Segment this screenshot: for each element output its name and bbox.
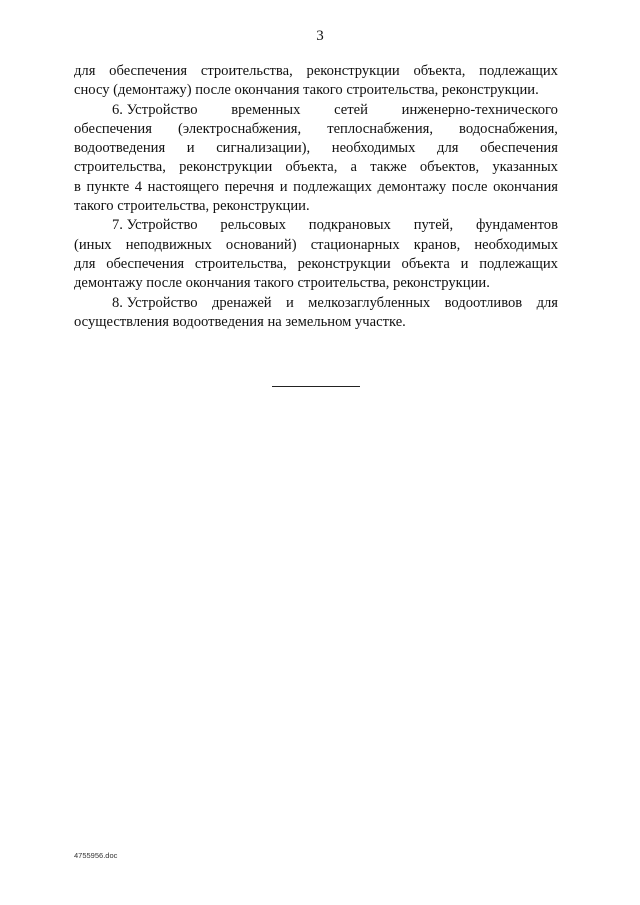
word: инженерно-технического	[401, 101, 558, 118]
word: объектов,	[419, 159, 480, 176]
paragraph-3-line-2	[74, 236, 558, 255]
word: для	[536, 294, 558, 311]
word: объекта,	[285, 159, 338, 176]
word: для	[74, 63, 96, 79]
word: реконструкции	[179, 159, 273, 176]
paragraph-3-line-1	[74, 216, 558, 235]
word: фундаментов	[475, 217, 558, 234]
word: демонтажу	[377, 178, 447, 195]
word: и	[279, 178, 288, 195]
word: объекта,	[413, 63, 466, 79]
text-run: сносу (демонтажу) после окончания такого строительства, реконструкции.	[74, 82, 539, 99]
separator-line	[272, 386, 360, 387]
word: рельсовых	[220, 217, 286, 234]
word: водоснабжения,	[459, 120, 558, 137]
word: и	[186, 140, 195, 157]
word: неподвижных	[125, 236, 212, 253]
word: подлежащих	[293, 178, 372, 195]
word: дренажей	[211, 294, 272, 311]
word: и	[285, 294, 294, 311]
word: сигнализации),	[216, 140, 311, 157]
word: стационарных	[310, 236, 400, 253]
word: реконструкции	[297, 255, 391, 272]
paragraph-2-line-5	[74, 178, 558, 197]
text-run: такого строительства, реконструкции.	[74, 198, 310, 215]
word: необходимых	[331, 140, 416, 157]
word: обеспечения	[109, 63, 188, 79]
paragraph-3-line-3	[74, 255, 558, 274]
paragraph-4-line-2	[74, 313, 558, 332]
word: реконструкции	[306, 63, 400, 79]
word: объекта	[401, 255, 450, 272]
word: необходимых	[474, 236, 558, 253]
word: окончания	[493, 178, 558, 195]
word: также	[370, 159, 407, 176]
word: для	[437, 140, 459, 157]
paragraph-1-line-1	[74, 62, 558, 81]
word: для	[74, 255, 96, 272]
word: пункте	[86, 178, 130, 195]
word: перечня	[224, 178, 275, 195]
word: водоотведения	[74, 140, 166, 157]
paragraph-4-line-1	[74, 294, 558, 313]
word: 7. Устройство	[112, 217, 198, 234]
paragraph-2-line-6	[74, 197, 558, 216]
text-run: осуществления водоотведения на земельном участке.	[74, 313, 406, 330]
page-number: 3	[316, 28, 324, 44]
word: кранов,	[413, 236, 461, 253]
word: в	[74, 178, 81, 195]
word: подкрановых	[308, 217, 391, 234]
word: (иных	[74, 236, 112, 253]
word: мелкозаглубленных	[308, 294, 431, 311]
paragraph-2-line-3	[74, 139, 558, 158]
document-body	[74, 62, 558, 332]
word: и	[460, 255, 469, 272]
paragraph-3-line-4	[74, 274, 558, 293]
word: обеспечения	[74, 120, 152, 137]
word: (электроснабжения,	[177, 120, 302, 137]
word: строительства,	[200, 63, 293, 79]
word: 6. Устройство	[112, 101, 198, 118]
word: сетей	[334, 101, 368, 118]
paragraph-2-line-2	[74, 120, 558, 139]
file-reference: 4755956.doc	[74, 851, 118, 860]
word: строительства,	[194, 255, 287, 272]
word: оснований)	[225, 236, 297, 253]
word: указанных	[492, 159, 558, 176]
word: а	[350, 159, 358, 176]
paragraph-2-line-4	[74, 158, 558, 177]
word: путей,	[413, 217, 454, 234]
word: подлежащих	[479, 255, 558, 272]
word: 8. Устройство	[112, 294, 198, 311]
word: настоящего	[147, 178, 219, 195]
word: обеспечения	[480, 140, 558, 157]
paragraph-2-line-1	[74, 101, 558, 120]
word: обеспечения	[106, 255, 185, 272]
word: строительства,	[74, 159, 166, 176]
word: 4	[134, 178, 143, 195]
text-run: демонтажу после окончания такого строительства, реконструкции.	[74, 275, 490, 292]
word: теплоснабжения,	[327, 120, 433, 137]
word: водоотливов	[444, 294, 523, 311]
paragraph-1-line-2	[74, 81, 558, 100]
word: после	[451, 178, 488, 195]
word: подлежащих	[479, 63, 558, 79]
word: временных	[231, 101, 301, 118]
